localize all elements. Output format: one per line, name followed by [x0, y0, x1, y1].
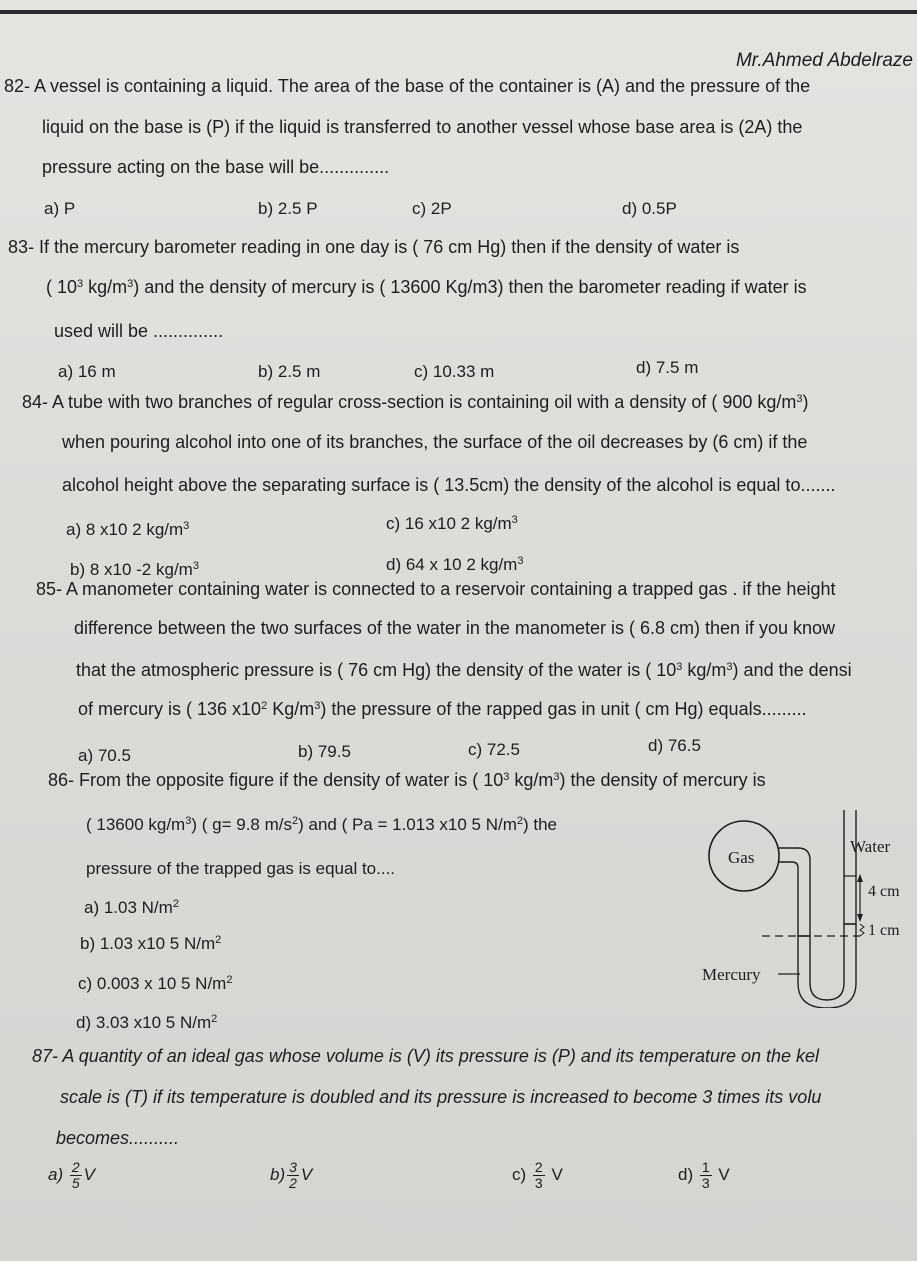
q87-line-1: 87- A quantity of an ideal gas whose volume is (V) its pressure is (P) and its temperature on the kel	[32, 1046, 820, 1066]
q86-option-a: a) 1.03 $N/m^2$	[84, 898, 179, 917]
q82-option-d: d) 0.5P	[622, 199, 677, 218]
q87-option-b: b) $\frac{3}{2}$ V	[270, 1159, 313, 1191]
q83-option-a: a) 16 m	[58, 362, 116, 381]
q85-line-1: 85- A manometer containing water is connected to a reservoir containing a trapped gas . if the height	[36, 579, 836, 599]
q87-line-2: scale is (T) if its temperature is doubled and its pressure is increased to become 3 times its volu	[60, 1087, 822, 1107]
figure-label-4cm: 4 cm	[868, 883, 900, 900]
q84-option-d: d) 64 x 10 2 $kg/m^3$	[386, 555, 524, 574]
q83-line-2: ( $10^3$ $kg/m^3$) and the density of mercury is ( 13600 Kg/m3) then the barometer reading if water is	[46, 277, 807, 297]
figure-label-1cm: 1 cm	[868, 922, 900, 939]
q86-line-1: 86- From the opposite figure if the density of water is ( $10^3$ $kg/m^3$) the density of mercury is	[48, 770, 766, 790]
q85-option-b: b) 79.5	[298, 742, 351, 761]
figure-label-mercury: Mercury	[702, 965, 761, 984]
q84-option-b: b) 8 x10 -2 $kg/m^3$	[70, 560, 199, 579]
figure-label-water: Water	[850, 837, 891, 856]
q85-line-4: of mercury is ( 136 $x10^2$ $Kg/m^3$) the pressure of the rapped gas in unit ( cm Hg) equals.........	[78, 699, 807, 719]
figure-label-gas: Gas	[728, 848, 755, 867]
q84-line-3: alcohol height above the separating surface is ( 13.5cm) the density of the alcohol is equal to.......	[62, 475, 836, 495]
q86-option-b: b) 1.03 x10 5 $N/m^2$	[80, 934, 222, 953]
top-rule	[0, 10, 917, 14]
q85-option-a: a) 70.5	[78, 746, 131, 765]
q84-option-c: c) 16 x10 2 $kg/m^3$	[386, 514, 518, 533]
q86-option-d: d) 3.03 x10 5 $N/m^2$	[76, 1013, 218, 1032]
q84-option-a: a) 8 x10 2 $kg/m^3$	[66, 520, 190, 539]
q82-option-c: c) 2P	[412, 199, 452, 218]
q87-option-d: d) $\frac{1}{3}$ V	[678, 1159, 730, 1191]
q82-option-a: a) P	[44, 199, 76, 218]
author-name: Mr.Ahmed Abdelraze	[735, 50, 913, 71]
q83-line-1: 83- If the mercury barometer reading in one day is ( 76 cm Hg) then if the density of water is	[8, 237, 740, 257]
q83-option-b: b) 2.5 m	[258, 362, 321, 381]
manometer-tube-outer	[779, 810, 844, 1000]
q85-line-3: that the atmospheric pressure is ( 76 cm Hg) the density of the water is ( $10^3$ $kg/m^3$) and the densi	[76, 660, 852, 680]
manometer-figure	[700, 808, 917, 1008]
q85-option-d: d) 76.5	[648, 736, 701, 755]
q87-line-3: becomes..........	[56, 1128, 180, 1148]
q85-line-2: difference between the two surfaces of the water in the manometer is ( 6.8 cm) then if you know	[74, 618, 836, 638]
q86-option-c: c) 0.003 x 10 5 $N/m^2$	[78, 974, 233, 993]
q83-option-c: c) 10.33 m	[414, 362, 495, 381]
q82-line-1: 82- A vessel is containing a liquid. The area of the base of the container is (A) and the pressure of the	[4, 76, 811, 96]
q82-line-2: liquid on the base is (P) if the liquid is transferred to another vessel whose base area is (2A) the	[42, 117, 803, 137]
q82-option-b: b) 2.5 P	[258, 199, 318, 218]
q87-option-c: c) $\frac{2}{3}$ V	[512, 1159, 563, 1191]
q86-line-3: pressure of the trapped gas is equal to....	[86, 859, 396, 878]
q83-option-d: d) 7.5 m	[636, 358, 699, 377]
q87-option-a: a) $\frac{2}{5}$ V	[48, 1159, 95, 1191]
q84-line-1: 84- A tube with two branches of regular cross-section is containing oil with a density of ( 900 $kg/m^3$)	[22, 392, 809, 412]
q86-line-2: ( 13600 $kg/m^3$) ( g= 9.8 $m/s^2$) and ( Pa = 1.013 x10 5 $N/m^2$) the	[86, 815, 558, 834]
q85-option-c: c) 72.5	[468, 740, 520, 759]
q82-line-3: pressure acting on the base will be..............	[42, 157, 390, 177]
q83-line-3: used will be ..............	[54, 321, 224, 341]
q84-line-2: when pouring alcohol into one of its branches, the surface of the oil decreases by (6 cm) if the	[62, 432, 808, 452]
